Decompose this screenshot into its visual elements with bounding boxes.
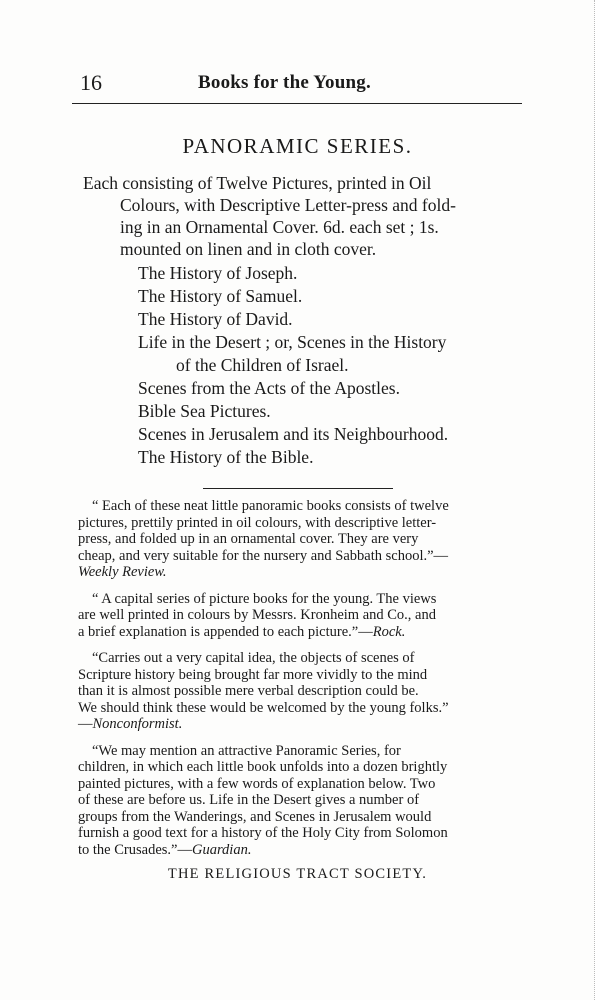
- running-title: Books for the Young.: [198, 72, 371, 93]
- book-title: The History of the Bible.: [138, 447, 314, 467]
- quote-source: Nonconformist.: [92, 716, 183, 732]
- quote-line: a brief explanation is appended to each picture.”—: [78, 623, 373, 640]
- book-title: The History of Joseph.: [138, 263, 298, 283]
- quote-line: furnish a good text for a history of the Holy City from Solomon: [78, 825, 448, 841]
- book-title: Scenes from the Acts of the Apostles.: [138, 378, 400, 398]
- quote-line: “ Each of these neat little panoramic books consists of twelve: [92, 498, 449, 514]
- quote-line: painted pictures, with a few words of explanation below. Two: [78, 775, 436, 792]
- intro-line: Each consisting of Twelve Pictures, printed in Oil: [83, 173, 432, 193]
- page-number: 16: [80, 70, 102, 95]
- press-quote: [78, 743, 533, 859]
- quote-line: pictures, prettily printed in oil colours, with descriptive letter-: [78, 514, 437, 531]
- quote-line: are well printed in colours by Messrs. Kronheim and Co., and: [78, 607, 436, 623]
- quote-line: cheap, and very suitable for the nursery and Sabbath school.”—: [78, 547, 449, 564]
- quote-source: Guardian.: [191, 841, 252, 858]
- book-title: Scenes in Jerusalem and its Neighbourhood.: [138, 424, 449, 444]
- intro-line: mounted on linen and in cloth cover.: [120, 239, 377, 259]
- intro-line: ing in an Ornamental Cover. 6d. each set ; 1s.: [120, 217, 439, 237]
- quote-source: Weekly Review.: [78, 564, 167, 580]
- press-notices: [78, 498, 533, 868]
- quote-line: press, and folded up in an ornamental cover. They are very: [78, 531, 419, 547]
- quote-line: Scripture history being brought far more vividly to the mind: [78, 666, 428, 683]
- press-quote: [78, 498, 533, 581]
- running-head: [80, 70, 512, 100]
- quote-line: —: [78, 716, 93, 732]
- book-list: [138, 262, 538, 469]
- quote-line: “Carries out a very capital idea, the objects of scenes of: [92, 650, 415, 666]
- intro-paragraph: [83, 172, 523, 260]
- section-divider: [203, 488, 393, 489]
- book-title: Bible Sea Pictures.: [138, 401, 271, 421]
- book-title: The History of Samuel.: [138, 286, 303, 306]
- section-title: PANORAMIC SERIES.: [182, 134, 413, 158]
- intro-line: Colours, with Descriptive Letter-press and fold-: [120, 195, 456, 215]
- quote-line: to the Crusades.”—: [78, 841, 192, 858]
- quote-line: of these are before us. Life in the Desert gives a number of: [78, 792, 420, 808]
- quote-source: Rock.: [372, 623, 406, 640]
- quote-line: “We may mention an attractive Panoramic Series, for: [92, 742, 401, 759]
- press-quote: [78, 650, 533, 733]
- publisher-footer: THE RELIGIOUS TRACT SOCIETY.: [167, 866, 428, 882]
- book-title: Life in the Desert ; or, Scenes in the History: [138, 332, 447, 352]
- quote-line: groups from the Wanderings, and Scenes in Jerusalem would: [78, 808, 432, 825]
- quote-line: than it is almost possible mere verbal description could be.: [78, 683, 419, 699]
- header-rule: [72, 103, 522, 104]
- quote-line: “ A capital series of picture books for the young. The views: [92, 590, 437, 607]
- quote-line: children, in which each little book unfolds into a dozen brightly: [78, 759, 448, 775]
- press-quote: [78, 591, 533, 641]
- quote-line: We should think these would be welcomed by the young folks.”: [78, 699, 449, 716]
- book-title-continuation: of the Children of Israel.: [176, 355, 349, 375]
- book-title: The History of David.: [138, 309, 293, 329]
